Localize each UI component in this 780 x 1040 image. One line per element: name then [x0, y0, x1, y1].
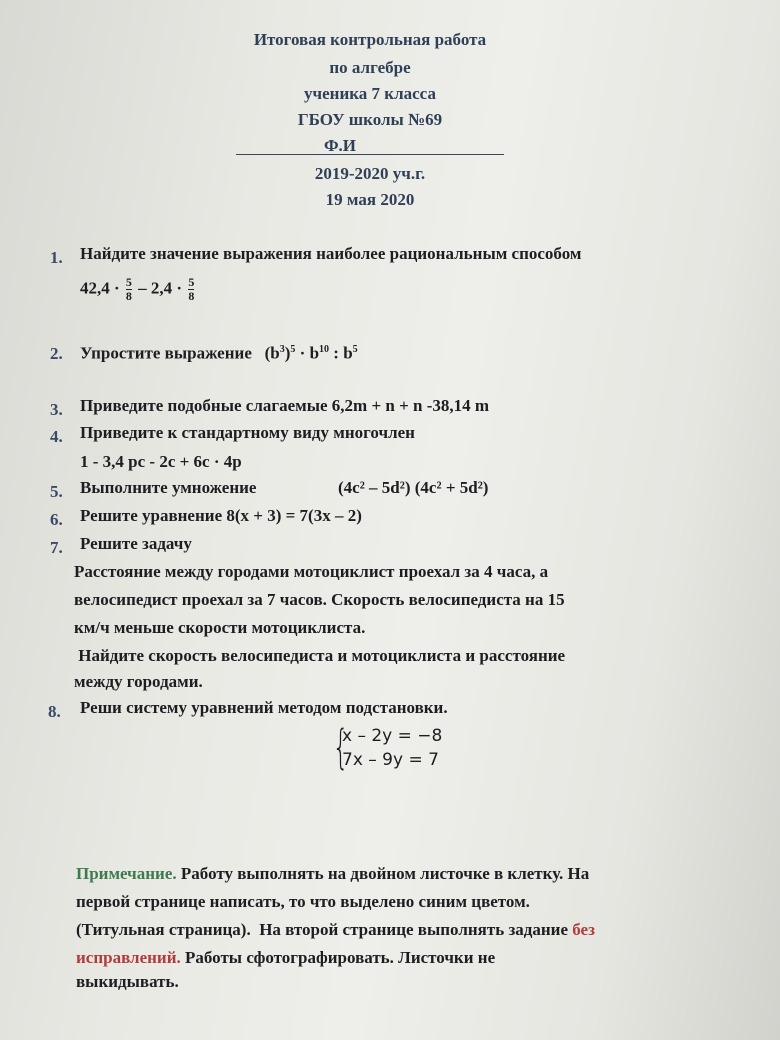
- task-8-text: Реши систему уравнений методом подстановки.: [80, 698, 448, 717]
- equation-2: 7x – 9y = 7: [342, 750, 439, 770]
- task-1-expr-a: 42,4 ·: [80, 278, 120, 298]
- header-fio: Ф.И: [323, 136, 357, 155]
- task-7-line-2: велосипедист проехал за 7 часов. Скорость велосипедиста на 15: [74, 590, 565, 609]
- task-1-fraction-1: $\frac{5}{8}$: [125, 275, 132, 303]
- header-subject: по алгебре: [329, 58, 411, 77]
- header-year: 2019-2020 уч.г.: [314, 164, 426, 183]
- note-line-3: (Титульная страница). На второй странице выполнять задание без: [76, 920, 595, 939]
- header-class: ученика 7 класса: [304, 84, 436, 103]
- header-date: 19 мая 2020: [325, 190, 415, 209]
- equation-1: x – 2y = −8: [342, 726, 443, 746]
- note-line-4: исправлений. Работы сфотографировать. Листочки не: [76, 948, 496, 967]
- task-1-text: Найдите значение выражения наиболее рациональным способом: [80, 244, 582, 263]
- task-7-line-4: Найдите скорость велосипедиста и мотоциклиста и расстояние: [74, 646, 566, 665]
- task-2-text: Упростите выражение $(b^3)^5 \cdot b^{10}$ : $b^5$: [80, 343, 358, 363]
- task-5-text: Выполните умножение: [80, 478, 257, 497]
- task-1-expr-b: – 2,4 ·: [138, 278, 183, 298]
- task-4-number: 4.: [50, 427, 63, 446]
- task-3-number: 3.: [50, 400, 63, 419]
- task-2-number: 2.: [50, 344, 63, 363]
- header-title: Итоговая контрольная работа: [253, 30, 487, 49]
- note-line-1: Примечание. Работу выполнять на двойном листочке в клетку. На: [76, 864, 590, 883]
- fio-underline: [236, 154, 504, 155]
- equation-system: [332, 720, 443, 774]
- task-6-number: 6.: [50, 510, 63, 529]
- task-5-number: 5.: [50, 482, 63, 501]
- system-brace: {: [332, 720, 349, 774]
- note-line-2: первой странице написать, то что выделено синим цветом.: [76, 892, 530, 911]
- task-7-line-5: между городами.: [74, 672, 203, 691]
- task-3-text: Приведите подобные слагаемые 6,2m + n + n -38,14 m: [80, 396, 490, 415]
- task-7-number: 7.: [50, 538, 63, 557]
- task-7-line-1: Расстояние между городами мотоциклист проехал за 4 часа, а: [74, 562, 549, 581]
- note-highlight-2: исправлений.: [76, 948, 181, 967]
- task-5-expression: (4c² – 5d²) (4c² + 5d²): [338, 478, 489, 497]
- note-highlight-1: без: [572, 920, 595, 939]
- task-8-number: 8.: [48, 702, 61, 721]
- task-1-fraction-2: $\frac{5}{8}$: [188, 275, 195, 303]
- task-6-text: Решите уравнение 8(x + 3) = 7(3x – 2): [80, 506, 362, 525]
- note-label: Примечание.: [76, 864, 177, 883]
- task-1-expression: [80, 276, 196, 303]
- task-4-text: Приведите к стандартному виду многочлен: [80, 423, 415, 442]
- note-line-5: выкидывать.: [76, 972, 179, 991]
- task-1-number: 1.: [50, 248, 63, 267]
- task-7-text: Решите задачу: [80, 534, 192, 553]
- header-school: ГБОУ школы №69: [297, 110, 443, 129]
- task-4-expression: 1 - 3,4 pc - 2c + 6c · 4p: [80, 452, 242, 471]
- task-7-line-3: км/ч меньше скорости мотоциклиста.: [74, 618, 366, 637]
